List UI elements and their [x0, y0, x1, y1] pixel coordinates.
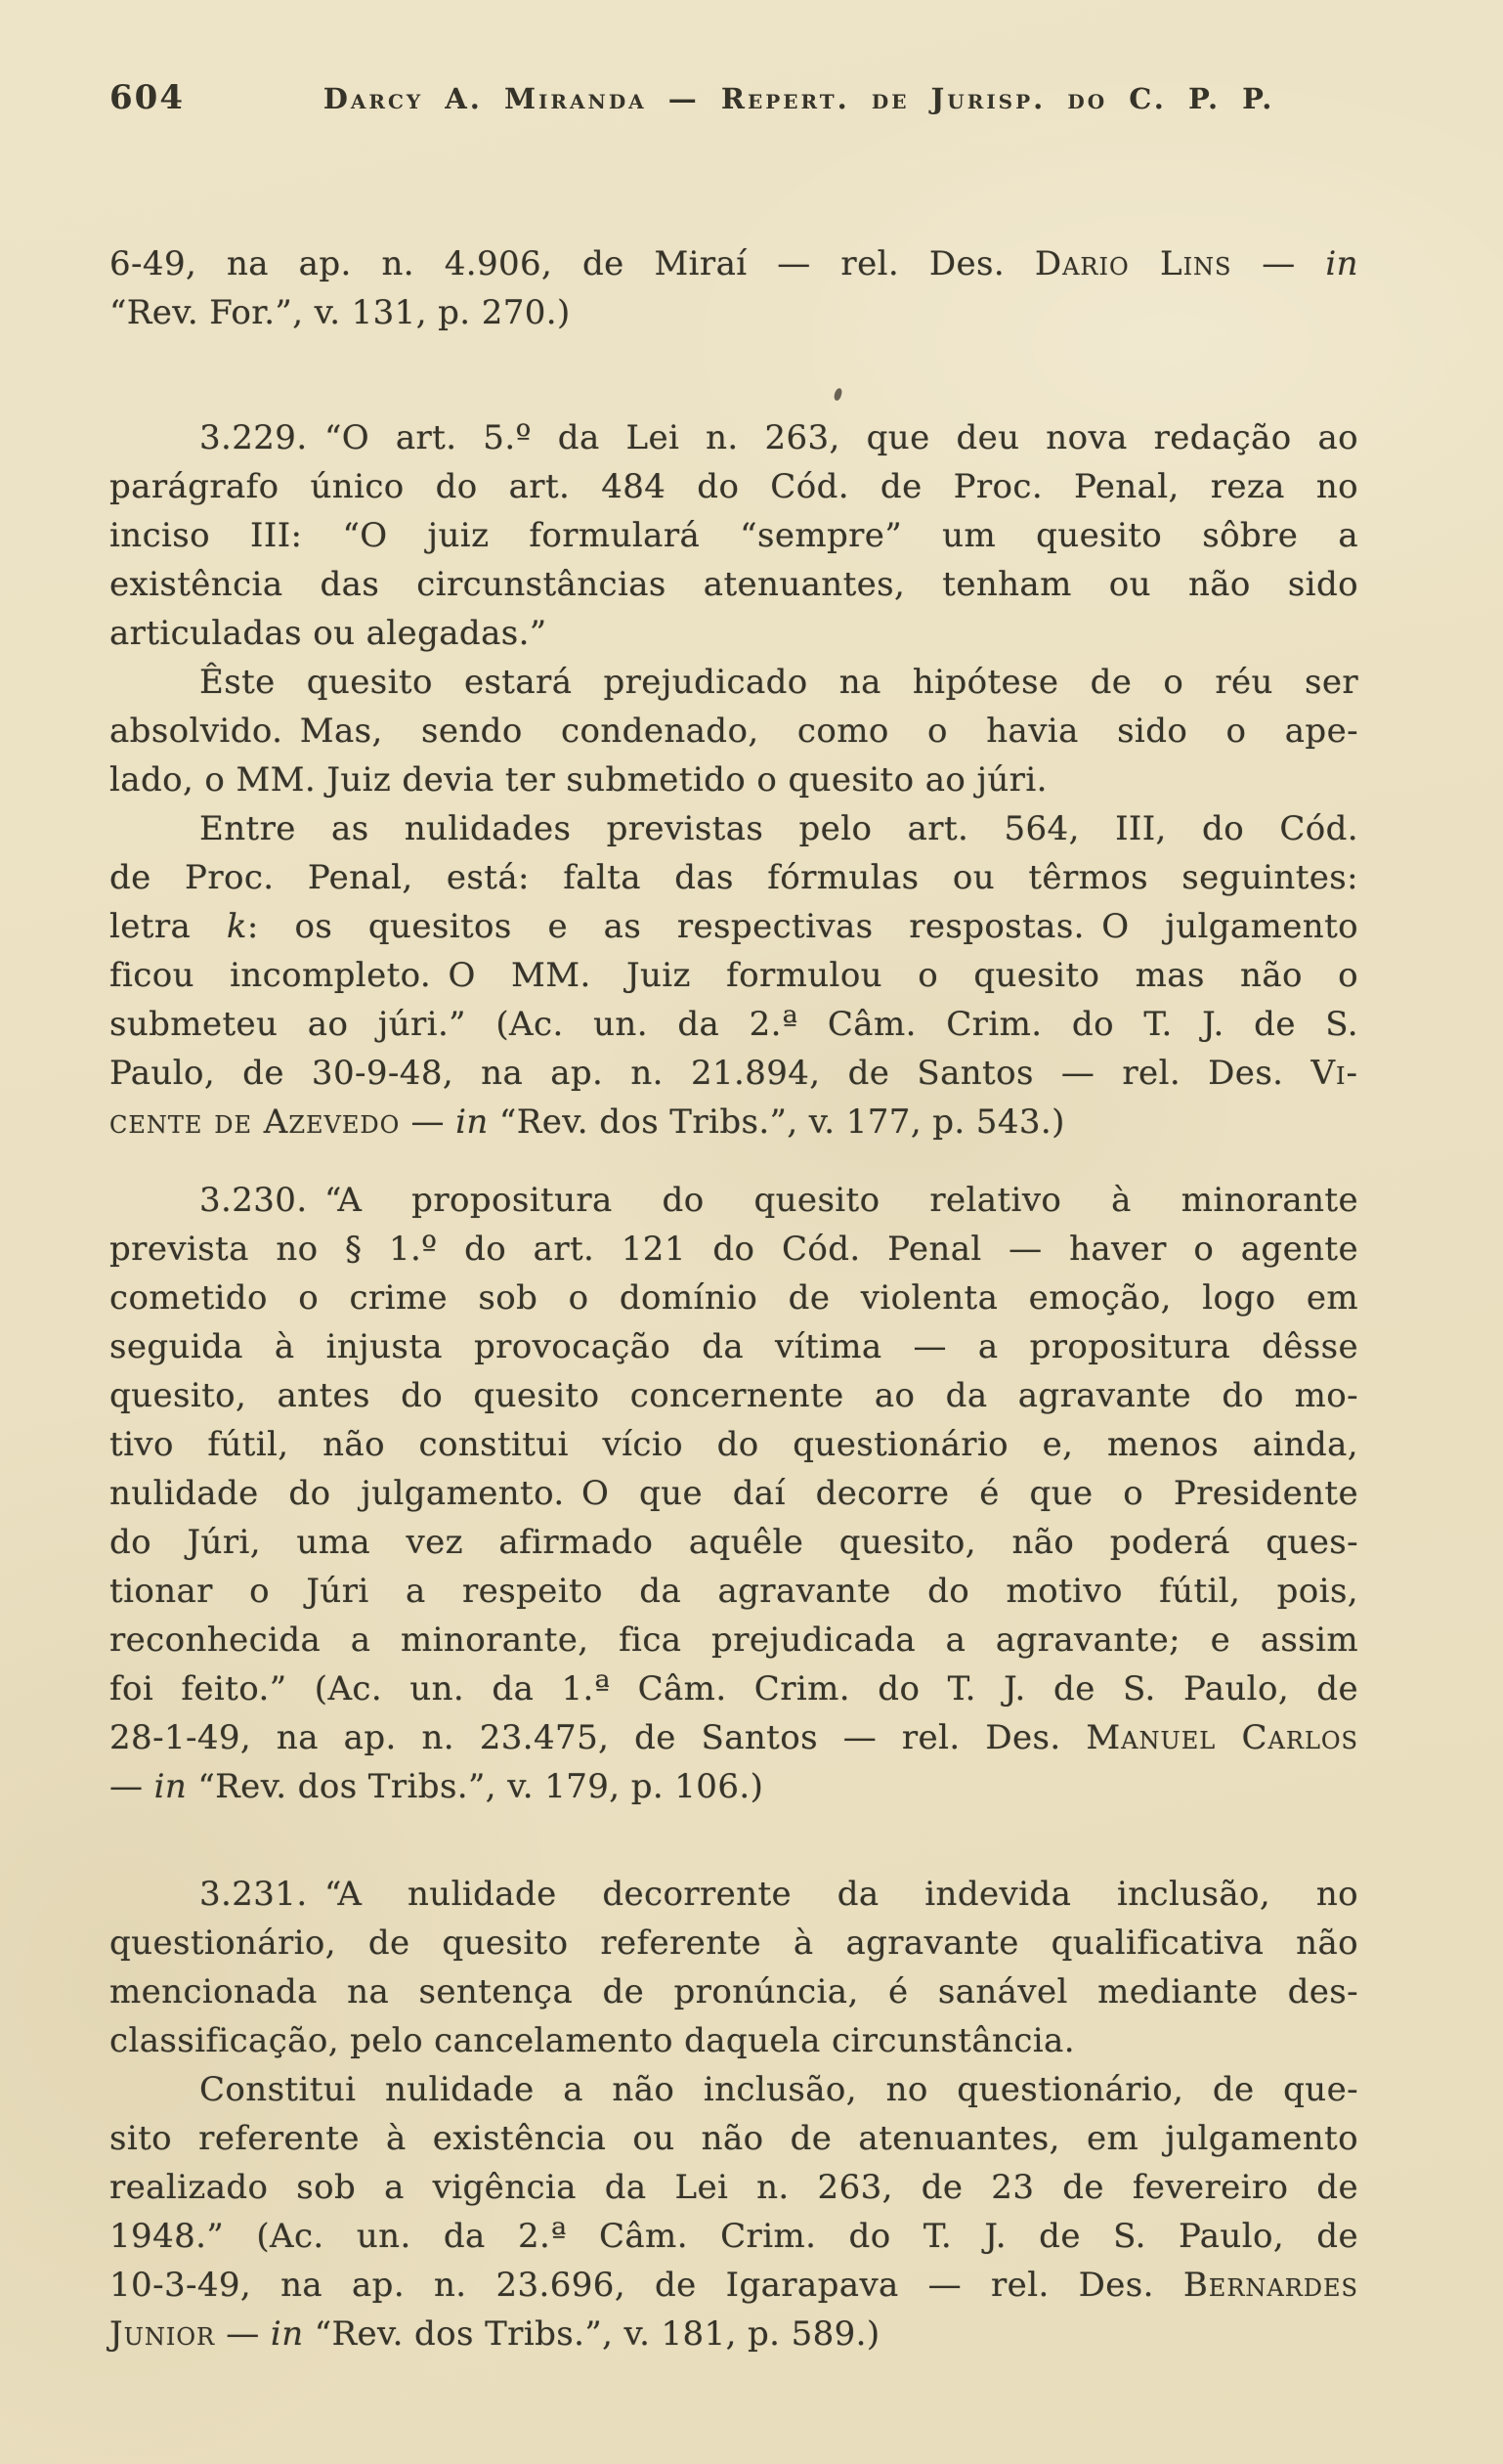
text-run: Entre as nulidades previstas pelo art. 564, III, do Cód. — [199, 809, 1358, 848]
text-run: 3.230. “A propositura do quesito relativo à minorante — [199, 1181, 1358, 1220]
text-run: in — [1325, 244, 1358, 283]
text-run: Êste quesito estará prejudicado na hipótese de o réu ser — [199, 663, 1358, 702]
text-run: foi feito.” (Ac. un. da 1.ª Câm. Crim. do T. J. de S. Paulo, de — [109, 1669, 1358, 1708]
text-run: reconhecida a minorante, fica prejudicada a agravante; e assim — [109, 1621, 1358, 1660]
text-line — [109, 1713, 1358, 1762]
text-line — [109, 2114, 1358, 2163]
text-line — [109, 1098, 1358, 1146]
text-line — [109, 413, 1358, 462]
text-line — [109, 1518, 1358, 1567]
text-line — [109, 609, 1358, 658]
text-run: : os quesitos e as respectivas respostas. O julgamento — [246, 907, 1358, 946]
text-line — [109, 658, 1358, 707]
text-run: articuladas ou alegadas.” — [109, 614, 547, 653]
text-line — [109, 707, 1358, 756]
text-run: letra — [109, 907, 227, 946]
text-run: absolvido. Mas, sendo condenado, como o havia sido o ape- — [109, 712, 1358, 751]
text-run: Dario Lins — [1034, 244, 1232, 283]
text-line — [109, 1274, 1358, 1322]
text-run: 28-1-49, na ap. n. 23.475, de Santos — rel. Des. — [109, 1718, 1087, 1757]
text-line — [109, 853, 1358, 902]
text-run: Bernardes — [1182, 2266, 1358, 2305]
text-run: “Rev. dos Tribs.”, v. 177, p. 543.) — [488, 1102, 1065, 1142]
text-run: Vi- — [1310, 1054, 1358, 1093]
ink-speck — [834, 387, 843, 401]
text-run: parágrafo único do art. 484 do Cód. de Proc. Penal, reza no — [109, 467, 1358, 506]
text-run: 10-3-49, na ap. n. 23.696, de Igarapava — rel. Des. — [109, 2266, 1183, 2305]
text-line — [109, 2212, 1358, 2261]
text-run: prevista no § 1.º do art. 121 do Cód. Penal — haver o agente — [109, 1230, 1358, 1269]
text-run: — — [400, 1102, 456, 1142]
text-run: sito referente à existência ou não de atenuantes, em julgamento — [109, 2119, 1358, 2158]
text-run: seguida à injusta provocação da vítima — a propositura dêsse — [109, 1327, 1358, 1366]
text-run: k — [226, 907, 247, 946]
text-line — [109, 1870, 1358, 1919]
text-run: — — [1231, 244, 1326, 283]
text-line — [109, 1371, 1358, 1420]
text-run: de Proc. Penal, está: falta das fórmulas ou têrmos seguintes: — [109, 858, 1358, 897]
paragraph-3231-constitui-nulidade — [109, 2065, 1358, 2358]
text-run: in — [153, 1767, 188, 1806]
running-title: Darcy A. Miranda — Repert. de Jurisp. do C. P. P. — [322, 82, 1275, 115]
text-line — [109, 1176, 1358, 1225]
text-line — [109, 1616, 1358, 1664]
text-line — [109, 239, 1358, 288]
text-line — [109, 288, 1358, 337]
text-run: existência das circunstâncias atenuantes, tenham ou não sido — [109, 565, 1358, 604]
paragraph-3230 — [109, 1176, 1358, 1811]
text-run: 6-49, na ap. n. 4.906, de Miraí — rel. Des. — [109, 244, 1035, 283]
paragraph-3229 — [109, 413, 1358, 658]
text-column — [109, 239, 1358, 2358]
paragraph-continuation-6-49 — [109, 239, 1358, 337]
text-run: do Júri, uma vez afirmado aquêle quesito, não poderá ques- — [109, 1523, 1358, 1562]
text-run: inciso III: “O juiz formulará “sempre” um quesito sôbre a — [109, 516, 1358, 555]
text-line — [109, 1469, 1358, 1518]
text-line — [109, 756, 1358, 804]
text-line — [109, 1225, 1358, 1274]
text-line — [109, 902, 1358, 951]
text-run: quesito, antes do quesito concernente ao da agravante do mo- — [109, 1376, 1358, 1415]
text-run: 3.229. “O art. 5.º da Lei n. 263, que deu nova redação ao — [199, 418, 1358, 457]
paragraph-3229-este-quesito — [109, 658, 1358, 804]
text-line — [109, 2310, 1358, 2358]
text-line — [109, 560, 1358, 609]
text-run: Junior — [109, 2314, 216, 2354]
page-header — [109, 80, 1358, 116]
text-line — [109, 1049, 1358, 1098]
text-run: nulidade do julgamento. O que daí decorre é que o Presidente — [109, 1474, 1358, 1513]
text-run: submeteu ao júri.” (Ac. un. da 2.ª Câm. Crim. do T. J. de S. — [109, 1005, 1358, 1044]
text-run: classificação, pelo cancelamento daquela circunstância. — [109, 2021, 1075, 2060]
text-run: ficou incompleto. O MM. Juiz formulou o quesito mas não o — [109, 956, 1358, 995]
text-run: “Rev. For.”, v. 131, p. 270.) — [109, 293, 571, 332]
text-line — [109, 1420, 1358, 1469]
text-line — [109, 804, 1358, 853]
text-line — [109, 1567, 1358, 1616]
text-line — [109, 951, 1358, 1000]
text-line — [109, 462, 1358, 511]
text-line — [109, 2163, 1358, 2212]
text-line — [109, 2261, 1358, 2310]
text-line — [109, 1762, 1358, 1811]
text-line — [109, 511, 1358, 560]
text-run: in — [455, 1102, 489, 1142]
text-run: mencionada na sentença de pronúncia, é sanável mediante des- — [109, 1972, 1358, 2011]
page-number: 604 — [109, 78, 185, 117]
paragraph-3229-entre-as-nulidades — [109, 804, 1358, 1146]
text-line — [109, 1664, 1358, 1713]
text-run: 3.231. “A nulidade decorrente da indevida inclusão, no — [199, 1875, 1358, 1914]
text-run: “Rev. dos Tribs.”, v. 179, p. 106.) — [187, 1767, 764, 1806]
text-run: questionário, de quesito referente à agravante qualificativa não — [109, 1924, 1358, 1963]
text-line — [109, 1919, 1358, 1967]
text-run: tionar o Júri a respeito da agravante do motivo fútil, pois, — [109, 1572, 1358, 1611]
text-line — [109, 2016, 1358, 2065]
text-run: tivo fútil, não constitui vício do questionário e, menos ainda, — [109, 1425, 1358, 1464]
text-run: cometido o crime sob o domínio de violenta emoção, logo em — [109, 1278, 1358, 1318]
text-line — [109, 1000, 1358, 1049]
text-run: lado, o MM. Juiz devia ter submetido o quesito ao júri. — [109, 760, 1048, 800]
text-line — [109, 1322, 1358, 1371]
text-run: cente de Azevedo — [109, 1102, 401, 1142]
text-run: “Rev. dos Tribs.”, v. 181, p. 589.) — [303, 2314, 880, 2354]
text-run: 1948.” (Ac. un. da 2.ª Câm. Crim. do T. J. de S. Paulo, de — [109, 2217, 1358, 2256]
text-line — [109, 2065, 1358, 2114]
text-run: realizado sob a vigência da Lei n. 263, de 23 de fevereiro de — [109, 2168, 1358, 2207]
text-run: — — [215, 2314, 271, 2354]
text-run: — — [109, 1767, 154, 1806]
text-run: Paulo, de 30-9-48, na ap. n. 21.894, de Santos — rel. Des. — [109, 1054, 1311, 1093]
text-run: in — [270, 2314, 304, 2354]
text-run: Manuel Carlos — [1086, 1718, 1358, 1757]
text-line — [109, 1967, 1358, 2016]
paragraph-3231 — [109, 1870, 1358, 2065]
text-run: Constitui nulidade a não inclusão, no questionário, de que- — [199, 2070, 1358, 2109]
